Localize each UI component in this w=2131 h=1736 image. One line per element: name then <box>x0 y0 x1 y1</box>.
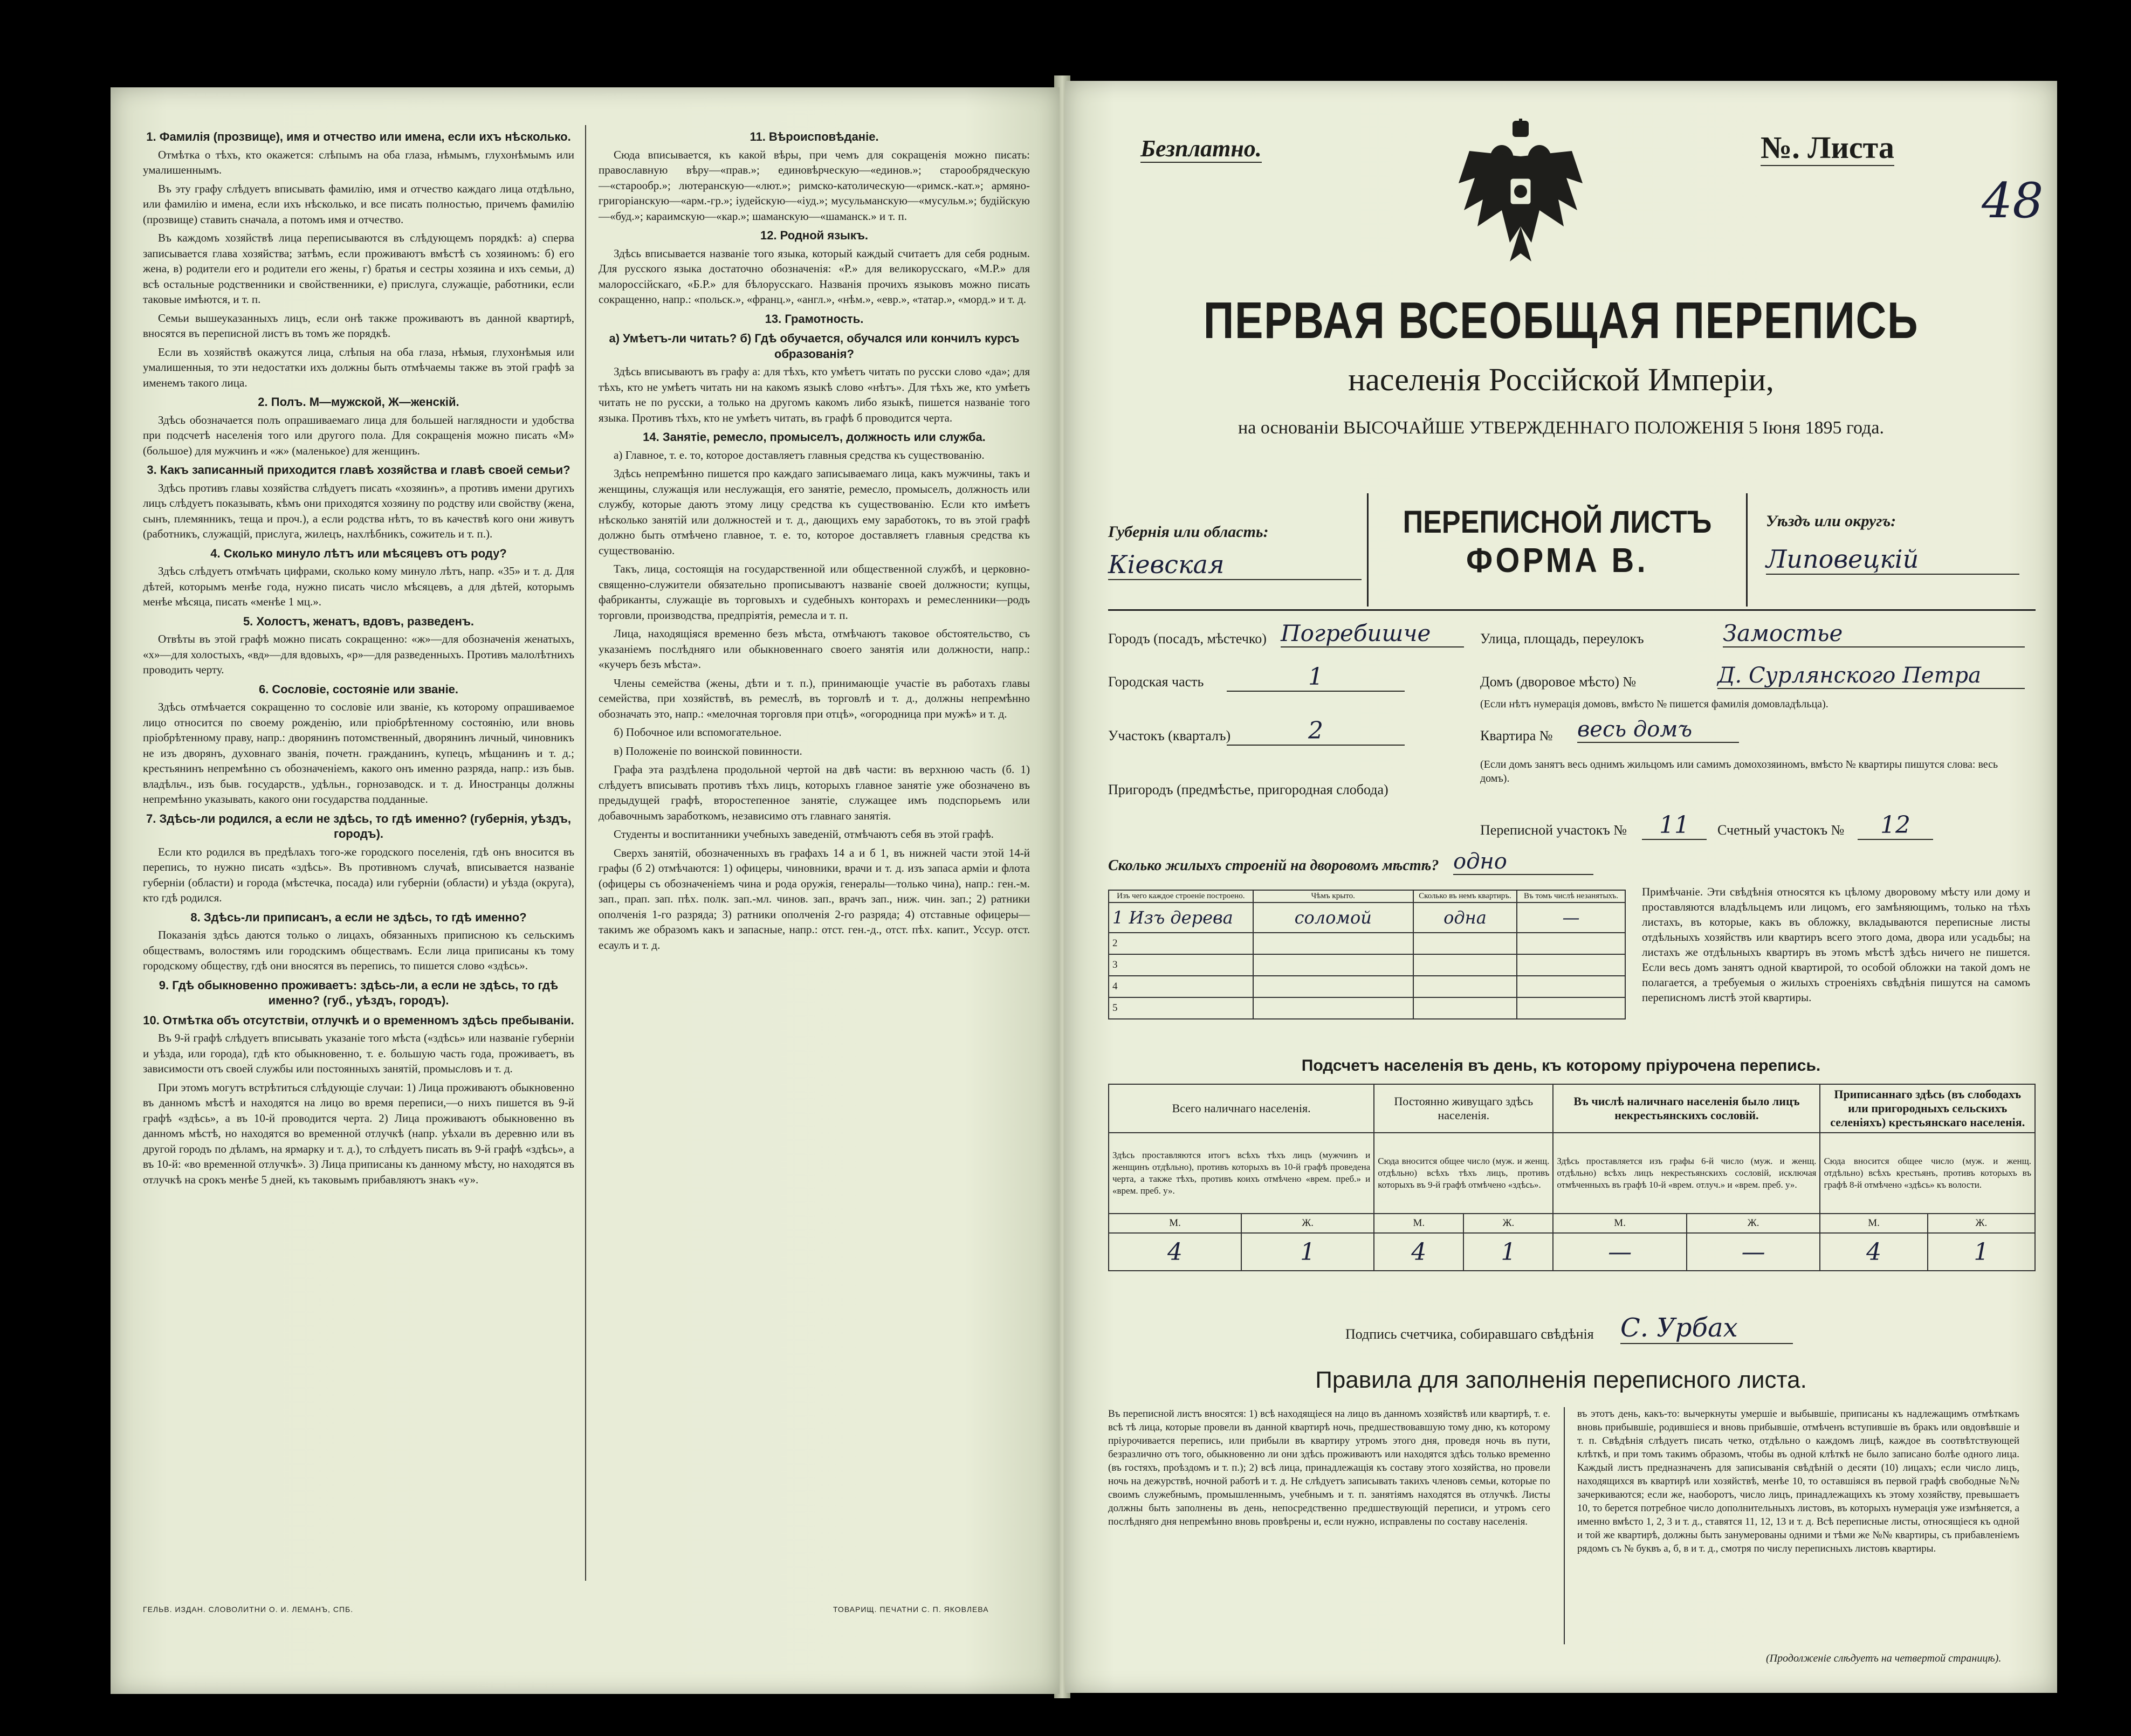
table-cell <box>1253 997 1413 1019</box>
stroeniy-value: одно <box>1453 849 1593 875</box>
buildings-table <box>1108 890 1626 1019</box>
table-row <box>1109 976 1625 997</box>
instruction-paragraph: Сверхъ занятій, обозначенныхъ въ графахъ 14 а и б 1, въ нижней части этой 14-й графы (б 2) отмѣчаются: 1) офицеры, чиновники, врачи и т. д. изъ запаса арміи и флота (офицеры съ обозначеніемъ чина и рода оружія, генералы—только чина), напр.: ген.-м. зап., прап. зап. пѣх. полк. зап.-мл. чинов. зап., врачъ зап., ниж. чин. зап.; 2) ратники ополченія 1-го разряда; 3) ратники ополченія 2-го разряда; 4) отставные офицеры—такимъ же образомъ какъ и запасные, напр.: отст. ген.-д., отст. пѣх. капит., Уссур. отст. есаулъ и т. д. <box>599 846 1030 952</box>
table-cell: Ж. <box>1928 1214 2035 1233</box>
instruction-paragraph: Здѣсь непремѣнно пишется про каждаго записываемаго лица, какъ мужчины, такъ и женщины, служащія или неслужащія, его занятіе, ремесло, промыселъ, должность или службу, которые даютъ этому лицу средства къ существованію. Если кто имѣетъ нѣсколько занятій или должностей и т. д., дающихъ ему заработокъ, то въ этой графѣ должно быть отмѣчено главное, т. е. то, которое доставляетъ главныя средства къ существованію. <box>599 467 1030 557</box>
table-header-cell: Изъ чего каждое строеніе построено. <box>1109 890 1253 903</box>
instruction-paragraph: Здѣсь противъ главы хозяйства слѣдуетъ писать «хозяинъ», а противъ имени другихъ лицъ слѣдуетъ показывать, кѣмъ они приходятся хозяину по родству или свойству (жена, сынъ, племянникъ, теща и проч.), а если родства нѣтъ, то въ качествѣ кого они живутъ (работникъ, служащій, прислуга, жилецъ, нахлѣбникъ, сожитель и т. п.). <box>143 481 574 540</box>
population-count-table <box>1108 1084 2036 1271</box>
primechanie-note: Примѣчаніе. Эти свѣдѣнія относятся къ цѣлому дворовому мѣсту или дому и проставляются владѣльцемъ или лицомъ, его замѣняющимъ, только на тѣхъ листахъ, въ которые, какъ въ обложку, вкладываются переписные листы отдѣльныхъ хозяйствъ или квартиръ всего этого дома, двора или усадьбы; на листахъ же отдѣльныхъ квартиръ въ этомъ мѣстѣ здѣсь ничего не пишется. Если весь домъ занятъ одной квартирой, то особой обложки на такой домъ не полагается, а требуемыя о жилыхъ строеніяхъ свѣдѣнія пишутся на самомъ переписномъ листѣ этой квартиры. <box>1642 885 2030 1004</box>
table-cell <box>1517 933 1625 954</box>
table-cell: Ж. <box>1241 1214 1374 1233</box>
table-cell: 4 <box>1374 1233 1463 1271</box>
table-cell: 4 <box>1109 976 1253 997</box>
instruction-paragraph: Показанія здѣсь даются только о лицахъ, обязанныхъ приписною къ сельскимъ обществамъ, волостямъ или городскимъ обществамъ. Если лица приписаны къ тому городскому обществу, гдѣ они вносятся въ перепись, то пишется слово «здѣсь». <box>143 928 574 972</box>
table-header-cell: Въ числѣ наличнаго населенія было лицъ некрестьянскихъ сословій. <box>1553 1084 1820 1133</box>
table-cell: 1 <box>1928 1233 2035 1271</box>
table-cell: Сюда вносится общее число (муж. и женщ. отдѣльно) всѣхъ крестьянъ, противъ которыхъ въ графѣ 8-й отмѣчено «здѣсь» къ волости. <box>1820 1133 2035 1214</box>
uchastok-label: Участокъ (кварталъ) <box>1108 728 1231 743</box>
instruction-heading: 6. Сословіе, состояніе или званіе. <box>258 682 459 696</box>
table-cell <box>1413 933 1517 954</box>
instruction-heading: 9. Гдѣ обыкновенно проживаетъ: здѣсь-ли, а если не здѣсь, то гдѣ именно? (губ., уѣздъ, городъ). <box>159 978 559 1007</box>
instruction-heading: 10. Отмѣтка объ отсутствіи, отлучкѣ и о временномъ здѣсь пребываніи. <box>143 1013 574 1027</box>
form-title-line2: ФОРМА В. <box>1466 541 1649 580</box>
table-cell: одна <box>1413 903 1517 933</box>
instruction-paragraph: а) Главное, т. е. то, которое доставляетъ главныя средства къ существованію. <box>614 448 985 461</box>
instruction-paragraph: Здѣсь вписывается названіе того языка, который каждый считаетъ для себя родным. Для русского языка достаточно обозначенія: «Р.» для великорусскаго, «М.Р.» для малороссійскаго, «Б.Р.» для бѣлорусскаго. Названія прочихъ языковъ можно писать сокращенно, напр.: «польск.», «франц.», «англ.», «нѣм.», «евр.», «татар.», «морд.» и т. д. <box>599 246 1030 306</box>
table-cell: — <box>1553 1233 1687 1271</box>
rules-title: Правила для заполненія переписного листа. <box>1315 1367 1807 1393</box>
instruction-paragraph: Студенты и воспитанники учебныхъ заведеній, отмѣчаютъ себя въ этой графѣ. <box>614 828 994 841</box>
instruction-heading: 14. Занятіе, ремесло, промыселъ, должность или служба. <box>643 430 986 444</box>
instruction-paragraph: в) Положеніе по воинской повинности. <box>614 744 802 757</box>
printer-note-right: ТОВАРИЩ. ПЕЧАТНИ С. П. ЯКОВЛЕВА <box>833 1605 989 1614</box>
instruction-paragraph: Члены семейства (жены, дѣти и т. п.), принимающіе участіе въ работахъ главы семейства, при хозяйствѣ, въ ремеслѣ, въ торговлѣ и т. д., должны непремѣнно обозначать это, напр.: «мелочная торговля при отцѣ», «огородница при мужѣ» и т. д. <box>599 676 1030 720</box>
instruction-paragraph: Въ эту графу слѣдуетъ вписывать фамилію, имя и отчество каждаго лица отдѣльно, или фамилію и имена, если ихъ нѣсколько, и все писать полностью, причемъ фамилію (прозвище) ставить сначала, а потомъ имя и отчество. <box>143 182 574 226</box>
dom-note: (Если нѣтъ нумерація домовъ, вмѣсто № пишется фамилія домовладѣльца). <box>1480 698 1828 710</box>
table-cell <box>1413 997 1517 1019</box>
instruction-heading: 5. Холостъ, женатъ, вдовъ, разведенъ. <box>243 614 475 628</box>
table-cell: Ж. <box>1463 1214 1553 1233</box>
rules-column-1: Въ переписной листъ вносятся: 1) всѣ находящіеся на лицо въ данномъ хозяйствѣ или квартирѣ, т. е. всѣ тѣ лица, которые провели въ данной квартирѣ ночь, предшествовавшую тому дню, къ которому пріурочивается перепись, или прибыли въ квартиру утромъ этого дня, проведя ночь въ пути, безразлично отъ того, обыкновенно ли они здѣсь проживаютъ или находятся здѣсь только временно (въ гостяхъ, проѣздомъ и т. п.); 2) всѣ лица, принадлежащія къ составу этого хозяйства, но провели ночь на дежурствѣ, ночной работѣ и т. д. Не слѣдуетъ записывать такихъ членовъ семьи, которые по своимъ служебнымъ, промышленнымъ, учебнымъ и т. п. занятіямъ находятся въ отлучкѣ. Листы должны быть заполнены въ день, непосредственно предшествующій переписи, и утромъ сего послѣдняго дня непремѣнно вновь провѣрены и, если нужно, исправлены по составу населенія. <box>1108 1408 1550 1527</box>
instruction-paragraph: Такъ, лица, состоящія на государственной или общественной службѣ, и церковно-священно-служители обязательно прописываютъ названіе своей должности; купцы, фабриканты, служащіе въ торговыхъ и судебныхъ конторахъ и ремесленники—родъ торговли, производства, предпріятія, ремесла и т. п. <box>599 562 1030 622</box>
instruction-paragraph: При этомъ могутъ встрѣтиться слѣдующіе случаи: 1) Лица проживаютъ обыкновенно въ данномъ мѣстѣ и находятся на лицо во время переписи,—о нихъ пишется въ 9-й графѣ «здѣсь», а въ 10-й проводится черта. 2) Лица проживаютъ обыкновенно въ данномъ мѣстѣ, но находятся во временной отлучкѣ (напр. уѣхали въ деревню или въ другой городъ по дѣламъ, на ярмарку и т. д.), то слѣдуетъ писать въ 9-й графѣ «здѣсь», а въ 10-й: «во временной отлучкѣ». 3) Лица приписаны къ данному мѣсту, но находятся въ отлучкѣ на срокъ менѣе 5 дней, къ таковымъ прибавляютъ знакъ «у». <box>143 1080 574 1186</box>
continued-note: (Продолженіе слѣдуетъ на четвертой страницѣ). <box>1766 1652 2002 1664</box>
header-rule <box>1108 609 2036 611</box>
instruction-paragraph: Въ 9-й графѣ слѣдуетъ вписывать указаніе того мѣста («здѣсь» или названіе губерніи и уѣзда, или города), гдѣ кто обыкновенно, т. е. большую часть года, проживаетъ, въ зависимости отъ своей службы или постоянныхъ занятій, промысловъ и т. д. <box>143 1031 574 1075</box>
table-cell: 5 <box>1109 997 1253 1019</box>
instruction-paragraph: Въ каждомъ хозяйствѣ лица переписываются въ слѣдующемъ порядкѣ: а) сперва записывается глава хозяйства; затѣмъ, если проживаютъ вмѣстѣ съ хозяиномъ: б) его жена, в) родители его и родители его жены, г) братья и сестры хозяина и ихъ семьи, д) всѣ остальные родственники и свойственники, е) прислуга, служащіе, работники, если таковые имѣются, и т. п. <box>143 231 574 306</box>
left-page <box>111 87 1060 1694</box>
table-cell: 2 <box>1109 933 1253 954</box>
table-cell: Сюда вносится общее число (муж. и женщ. отдѣльно) всѣхъ тѣхъ лицъ, противъ которыхъ въ 9-й графѣ отмѣчено «здѣсь». <box>1374 1133 1553 1214</box>
kvartira-note: (Если домъ занятъ весь однимъ жильцомъ или самимъ домохозяиномъ, вмѣсто № квартиры пишутся слова: весь домъ). <box>1480 759 1998 784</box>
instruction-paragraph: Здѣсь слѣдуетъ отмѣчать цифрами, сколько кому минуло лѣтъ, напр. «35» и т. д. Для дѣтей, которымъ менѣе года, нужно писать число мѣсяцевъ, а для дѣтей, которымъ менѣе мѣсяца, писать «менѣе 1 мц.». <box>143 564 574 608</box>
sheet-number-label: №. Листа <box>1761 130 1894 165</box>
uchastok-value: 2 <box>1227 717 1405 746</box>
instructions-column-2 <box>599 125 1030 956</box>
rules-divider <box>1564 1407 1565 1644</box>
instruction-paragraph: Здѣсь отмѣчается сокращенно то сословіе или званіе, къ которому опрашиваемое лицо относится по своему рожденію, или пріобрѣтенному состоянію, или вновь пріобрѣтенному праву, напр.: дворянинъ потомственный, дворянинъ личный, чиновникъ не изъ дворянъ, духовнаго званія, почетн. гражданинъ, купецъ, мѣщанинъ и т. д.; крестьянинъ непремѣнно съ обозначеніемъ, какого онъ именно разряда, напр.: изъ быв. владѣльч., изъ быв. государств., удѣльн., горнозаводск. и т. д. Иностранцы должны непремѣнно указывать, какого они государства подданные. <box>143 700 574 805</box>
table-row <box>1109 903 1625 933</box>
kvartira-value: весь домъ <box>1577 717 1739 743</box>
chast-value: 1 <box>1227 663 1405 692</box>
chast-label: Городская часть <box>1108 674 1204 690</box>
table-header-cell: Сколько въ немъ квартиръ. <box>1413 890 1517 903</box>
free-label: Безплатно. <box>1140 135 1262 162</box>
uezd-value: Липовецкій <box>1766 545 2019 575</box>
table-cell <box>1413 976 1517 997</box>
instruction-heading: 13. Грамотность. <box>765 312 864 326</box>
table-cell: М. <box>1374 1214 1463 1233</box>
instruction-paragraph: Если кто родился въ предѣлахъ того-же городского поселенія, гдѣ онъ вносится въ перепись, то нужно писать «здѣсь». Въ противномъ случаѣ, вписывается названіе губерніи (области) и города (мѣстечка, посада) или губерніи (области) и уѣзда (округа), кто гдѣ родился. <box>143 845 574 904</box>
instruction-paragraph: Здѣсь обозначается полъ опрашиваемаго лица для большей наглядности и удобства при подсчетѣ населенія того или другого пола. Для сокращенія можно писать «М» (большое) для мужчинъ и «ж» (маленькое) для женщинъ. <box>143 413 574 457</box>
table-cell <box>1253 976 1413 997</box>
instruction-heading: 1. Фамилія (прозвище), имя и отчество или имена, если ихъ нѣсколько. <box>146 130 571 143</box>
podpis-label: Подпись счетчика, собиравшаго свѣдѣнія <box>1345 1326 1594 1342</box>
table-header-row <box>1109 1084 2035 1133</box>
form-title-box <box>1367 493 1748 607</box>
table-cell: М. <box>1553 1214 1687 1233</box>
table-cell: М. <box>1820 1214 1927 1233</box>
census-title: ПЕРВАЯ ВСЕОБЩАЯ ПЕРЕПИСЬ <box>1203 292 1919 349</box>
instruction-heading: 7. Здѣсь-ли родился, а если не здѣсь, то гдѣ именно? (губернія, уѣздъ, городъ). <box>146 811 571 841</box>
gubernia-label: Губернія или область: <box>1108 523 1269 541</box>
dom-value: Д. Сурлянского Петра <box>1717 663 2025 689</box>
census-subtitle: населенія Россійской Имперіи, <box>1348 362 1774 397</box>
table-row <box>1109 954 1625 976</box>
instruction-paragraph: Сюда вписывается, къ какой вѣры, при чемъ для сокращенія можно писать: православную вѣру—«прав.»; единовѣрческую—«единов.»; старообрядческую—«старообр.»; лютеранскую—«лют.»; римско-католическую—«римск.-кат.»; армяно-григоріанскую—«арм.-гр.»; іудейскую—«іуд.»; мусульманскую—«мусульм.»; будійскую—«буд.»; караимскую—«кар.»; шаманскую—«шаманск.» и т. п. <box>599 148 1030 223</box>
table-row <box>1109 1133 2035 1214</box>
table-cell: 3 <box>1109 954 1253 976</box>
instruction-paragraph: Отмѣтка о тѣхъ, кто окажется: слѣпымъ на оба глаза, нѣмымъ, глухонѣмымъ или умалишеннымъ. <box>143 148 574 176</box>
podschet-title: Подсчетъ населенія въ день, къ которому пріурочена перепись. <box>1301 1057 1821 1074</box>
instruction-heading: 11. Вѣроисповѣданіе. <box>750 130 879 143</box>
table-cell: 4 <box>1820 1233 1927 1271</box>
table-cell: 4 <box>1109 1233 1241 1271</box>
gorod-label: Городъ (посадъ, мѣстечко) <box>1108 631 1267 646</box>
table-header-row <box>1109 890 1625 903</box>
instruction-heading: 12. Родной языкъ. <box>760 229 869 242</box>
right-page <box>1065 81 2057 1693</box>
table-cell <box>1517 954 1625 976</box>
table-cell <box>1517 976 1625 997</box>
table-cell: соломой <box>1253 903 1413 933</box>
rules-column-2: въ этотъ день, какъ-то: вычеркнуты умершіе и выбывшіе, приписаны къ надлежащимъ отмѣткамъ вновь прибывшіе, родившіеся и вновь прибывшіе, отмѣченъ вступившіе въ бракъ или овдовѣвшіе и т. п. Свѣдѣнія слѣдуетъ писать четко, отдѣльно о каждомъ лицѣ, каждое въ соотвѣтствующей клѣткѣ, и при томъ такимъ образомъ, чтобы въ одной клѣткѣ не было записано болѣе одного лица. Каждый листъ предназначенъ для записыванія свѣдѣній о десяти (10) лицахъ; если число лицъ, находящихся въ квартирѣ или хозяйствѣ, менѣе 10, то оставшіяся въ первой графѣ свободные №№ зачеркиваются; если же, наоборотъ, число лицъ, принадлежащихъ къ этому хозяйству, превышаетъ 10, то берется потребное число дополнительныхъ листовъ, въ которыхъ нумерація уже измѣняется, а именно вмѣсто 1, 2, 3 и т. д., ставятся 11, 12, 13 и т. д. Всѣ переписные листы, относящіеся къ одной и той же квартирѣ, должны быть занумерованы одними и тѣми же №№ квартиры, съ прибавленіемъ рядомъ съ № буквъ а, б, в и т. д., смотря по числу переписныхъ листовъ квартиры. <box>1577 1408 2019 1554</box>
instruction-heading: 8. Здѣсь-ли приписанъ, а если не здѣсь, то гдѣ именно? <box>190 910 527 924</box>
instruction-paragraph: Отвѣты въ этой графѣ можно писать сокращенно: «ж»—для обозначенія женатыхъ, «х»—для холостыхъ, «вд»—для вдовыхъ, «р»—для разведенныхъ. Противъ малолѣтнихъ проводить черту. <box>143 632 574 676</box>
instruction-heading: 2. Полъ. М—мужской, Ж—женскій. <box>258 395 459 409</box>
column-divider <box>585 125 586 1581</box>
ulitsa-label: Улица, площадь, переулокъ <box>1480 631 1644 646</box>
gubernia-value: Кіевская <box>1108 550 1362 580</box>
ulitsa-value: Замостье <box>1723 620 2025 647</box>
instruction-paragraph: Графа эта раздѣлена продольной чертой на двѣ части: въ верхнюю часть (б. 1) слѣдуетъ вписывать противъ тѣхъ лицъ, которыхъ главное занятіе уже обозначено въ предыдущей графѣ, второстепенное занятіе, служащее имъ подспорьемъ или добавочнымъ заработкомъ, независимо отъ главнаго занятія. <box>599 763 1030 822</box>
imperial-eagle-emblem-icon <box>1459 119 1583 270</box>
table-cell <box>1517 997 1625 1019</box>
table-cell: М. <box>1109 1214 1241 1233</box>
instructions-column-1 <box>143 125 574 1190</box>
instruction-heading: 3. Какъ записанный приходится главѣ хозяйства и главѣ своей семьи? <box>147 463 570 477</box>
table-cell: — <box>1517 903 1625 933</box>
table-cell: 1 <box>1463 1233 1553 1271</box>
instruction-paragraph: Лица, находящіяся временно безъ мѣста, отмѣчаютъ таковое обстоятельство, съ указаніемъ послѣдняго или обыкновеннаго своего занятія или должности, напр.: «кучеръ безъ мѣста». <box>599 627 1030 671</box>
schetny-uchastok-value: 12 <box>1858 811 1933 840</box>
table-header-cell: Приписаннаго здѣсь (въ слободахъ или пригородныхъ сельскихъ селеніяхъ) крестьянскаго населенія. <box>1820 1084 2035 1133</box>
counter-signature: С. Урбах <box>1620 1313 1793 1344</box>
prigorod-label: Пригородъ (предмѣстье, пригородная слобода) <box>1108 782 1388 797</box>
form-title-line1: ПЕРЕПИСНОЙ ЛИСТЪ <box>1403 505 1712 540</box>
table-cell: 1 <box>1241 1233 1374 1271</box>
table-cell: — <box>1687 1233 1820 1271</box>
table-cell <box>1413 954 1517 976</box>
instruction-paragraph: Семьи вышеуказанныхъ лицъ, если онѣ также проживаютъ въ данной квартирѣ, вносятся въ переписной листъ въ томъ же порядкѣ. <box>143 311 574 340</box>
table-cell: Здѣсь проставляется изъ графы 6-й число (муж. и женщ. отдѣльно) всѣхъ лицъ некрестьянскихъ сословій, исключая отмѣченныхъ въ графѣ 10-й «врем. отлуч.» и «врем. преб. у». <box>1553 1133 1820 1214</box>
perepisnoy-uchastok-label: Переписной участокъ № <box>1480 822 1627 838</box>
table-cell: Ж. <box>1687 1214 1820 1233</box>
perepisnoy-uchastok-value: 11 <box>1642 811 1707 840</box>
table-header-cell: Постоянно живущаго здѣсь населенія. <box>1374 1084 1553 1133</box>
table-cell <box>1253 954 1413 976</box>
sheet-number-value: 48 <box>1982 173 2044 229</box>
instruction-paragraph: Если въ хозяйствѣ окажутся лица, слѣпыя на оба глаза, нѣмыя, глухонѣмыя или умалишенныя, то эти недостатки ихъ должны быть отмѣчаемы также въ этой графѣ за именемъ такого лица. <box>143 345 574 389</box>
table-row <box>1109 997 1625 1019</box>
table-row <box>1109 933 1625 954</box>
dom-label: Домъ (дворовое мѣсто) № <box>1480 674 1637 690</box>
uezd-label: Уѣздъ или округъ: <box>1766 512 1896 530</box>
instruction-paragraph: б) Побочное или вспомогательное. <box>614 726 782 739</box>
table-row <box>1109 1214 2035 1233</box>
table-row <box>1109 1233 2035 1271</box>
instruction-heading: а) Умѣетъ-ли читать? б) Гдѣ обучается, обучался или кончилъ курсъ образованія? <box>609 332 1020 361</box>
table-cell: 1 Изъ дерева <box>1109 903 1253 933</box>
gorod-value: Погребишчe <box>1281 620 1464 647</box>
table-header-cell: Всего наличнаго населенія. <box>1109 1084 1374 1133</box>
census-basis: на основаніи ВЫСОЧАЙШЕ УТВЕРЖДЕННАГО ПОЛОЖЕНІЯ 5 Іюня 1895 года. <box>1238 418 1884 438</box>
table-cell <box>1253 933 1413 954</box>
kvartira-label: Квартира № <box>1480 728 1553 743</box>
table-cell: Здѣсь проставляются итогъ всѣхъ тѣхъ лицъ (мужчинъ и женщинъ отдѣльно), противъ которыхъ въ 10-й графѣ проведена черта, а также тѣхъ, противъ коихъ отмѣчено «врем. преб.» и «врем. преб. у». <box>1109 1133 1374 1214</box>
table-header-cell: Въ томъ числѣ незанятыхъ. <box>1517 890 1625 903</box>
instruction-heading: 4. Сколько минуло лѣтъ или мѣсяцевъ отъ роду? <box>210 546 507 560</box>
schetny-uchastok-label: Счетный участокъ № <box>1717 822 1845 838</box>
printer-note-left: ГЕЛЬВ. ИЗДАН. СЛОВОЛИТНИ О. И. ЛЕМАНЪ, СПБ. <box>143 1605 354 1614</box>
stroeniy-label: Сколько жилыхъ строеній на дворовомъ мѣстѣ? <box>1108 857 1439 874</box>
instruction-paragraph: Здѣсь вписываютъ въ графу а: для тѣхъ, кто умѣетъ читать по русски слово «да»; для тѣхъ, кто не умѣетъ читать ни на какомъ языкѣ слово «нѣтъ». Для тѣхъ же, кто умѣетъ читать не по русски, а только на другомъ какомъ либо языкѣ, пишется названіе того языка. Противъ тѣхъ, кто не умѣетъ читать, въ графѣ б проводится черта. <box>599 365 1030 424</box>
table-header-cell: Чѣмъ крыто. <box>1253 890 1413 903</box>
